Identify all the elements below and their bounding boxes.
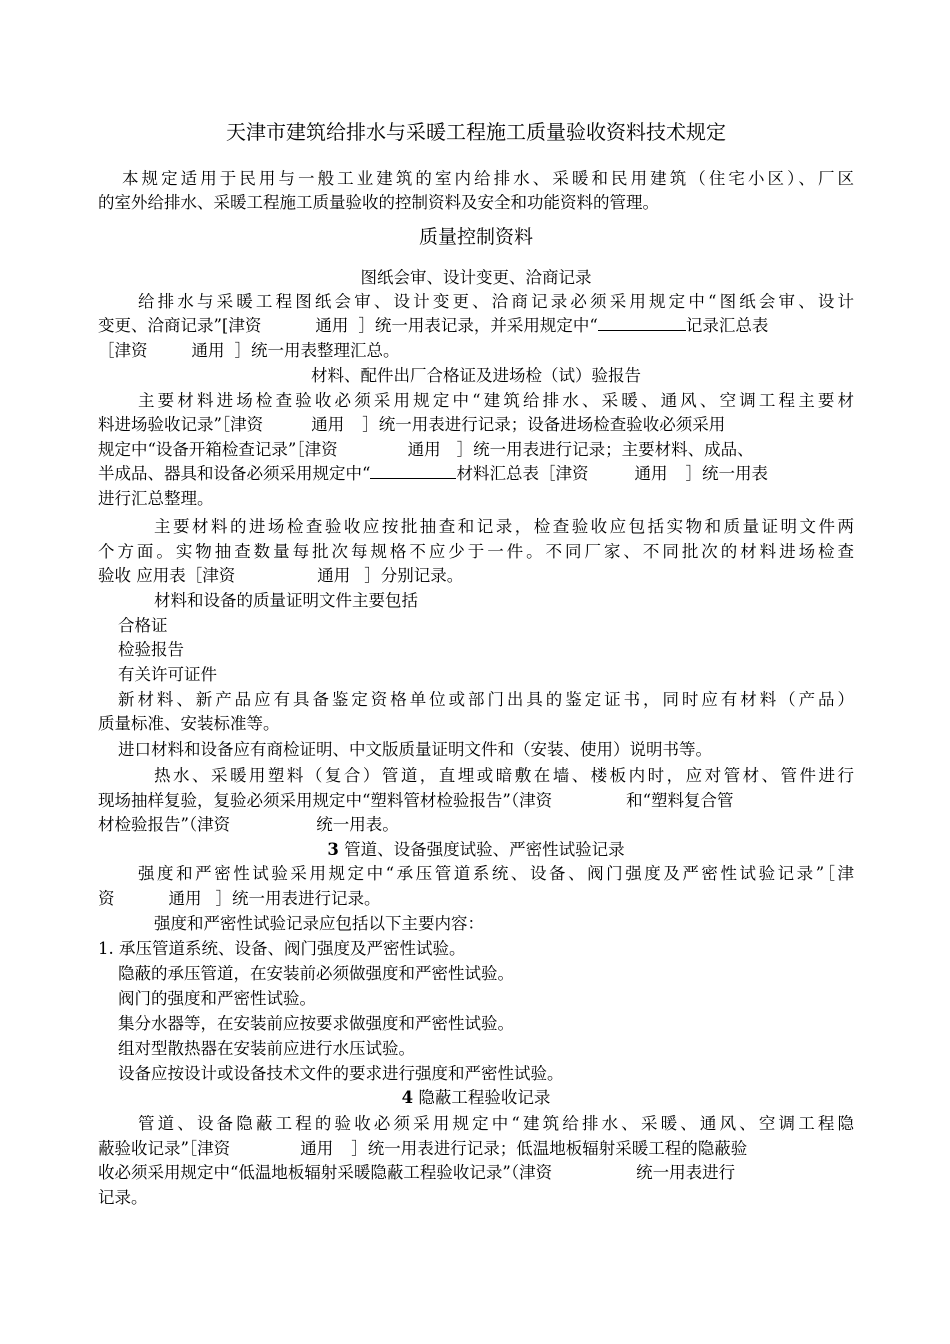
text-run: 蔽验收记录”［津资: [98, 1139, 231, 1158]
section-heading: 图纸会审、设计变更、洽商记录: [360, 268, 592, 287]
text-run: 资: [98, 889, 115, 908]
text-run: 通用: [300, 1139, 334, 1158]
text-run: ］统一用表进行记录。: [215, 889, 381, 908]
text-run: ］统一用表: [685, 464, 768, 483]
text-run: 通用: [311, 415, 345, 434]
text-run: 记录汇总表: [685, 316, 769, 335]
text-run: 隐蔽工程验收记录: [418, 1088, 551, 1107]
text-run: 规定中“设备开箱检查记录”［津资: [98, 440, 338, 459]
text-run: 管道、设备强度试验、严密性试验记录: [344, 840, 625, 859]
text-run: 材检验报告”（津资: [98, 815, 231, 834]
list-intro: 强度和严密性试验记录应包括以下主要内容：: [154, 914, 484, 933]
section-title: 质量控制资料: [418, 226, 533, 248]
text-run: ］统一用表记录，并采用规定中“: [358, 316, 598, 335]
paragraph-line: 主要材料进场检查验收必须采用规定中“建筑给排水、采暖、通风、空调工程主要材: [138, 391, 854, 410]
document-title: 天津市建筑给排水与采暖工程施工质量验收资料技术规定: [226, 120, 726, 144]
list-item: 进口材料和设备应有商检证明、中文版质量证明文件和（安装、使用）说明书等。: [118, 740, 712, 759]
paragraph-line: [98, 887, 854, 911]
text-run: ］统一用表整理汇总。: [234, 341, 400, 360]
paragraph-line: [98, 1161, 854, 1185]
list-item: 组对型散热器在安装前应进行水压试验。: [118, 1039, 415, 1058]
paragraph-line: 进行汇总整理。: [98, 489, 214, 508]
text-run: 收必须采用规定中“低温地板辐射采暖隐蔽工程验收记录”（津资: [98, 1163, 553, 1182]
section-number: 3: [327, 840, 339, 859]
paragraph-line: [98, 339, 854, 363]
list-item: 新材料、新产品应有具备鉴定资格单位或部门出具的鉴定证书，同时应有材料（产品）: [118, 690, 854, 709]
blank-underline: [598, 316, 686, 331]
paragraph-line: [98, 314, 854, 338]
text-run: 和“塑料复合管: [626, 791, 734, 810]
paragraph-line: 热水、采暖用塑料（复合）管道，直埋或暗敷在墙、楼板内时，应对管材、管件进行: [154, 766, 854, 785]
text-run: 材料汇总表［津资: [456, 464, 589, 483]
intro-line: 本规定适用于民用与一般工业建筑的室内给排水、采暖和民用建筑（住宅小区）、厂区: [122, 169, 854, 188]
text-run: 通用: [317, 566, 351, 585]
text-run: ］统一用表进行记录；低温地板辐射采暖工程的隐蔽验: [351, 1139, 748, 1158]
paragraph-line: 个方面。实物抽查数量每批次每规格不应少于一件。不同厂家、不同批次的材料进场检查: [98, 542, 854, 561]
text-run: 验收 应用表［津资: [98, 566, 236, 585]
text-run: 现场抽样复验，复验必须采用规定中“塑料管材检验报告”（津资: [98, 791, 553, 810]
list-item: 隐蔽的承压管道，在安装前必须做强度和严密性试验。: [118, 964, 514, 983]
text-run: 通用: [315, 316, 349, 335]
text-run: 通用: [407, 440, 441, 459]
list-item: 1. 承压管道系统、设备、阀门强度及严密性试验。: [98, 939, 466, 958]
text-run: 通用: [634, 464, 668, 483]
paragraph-line: 给排水与采暖工程图纸会审、设计变更、洽商记录必须采用规定中“图纸会审、设计: [138, 292, 854, 311]
intro-line: 的室外给排水、采暖工程施工质量验收的控制资料及安全和功能资料的管理。: [98, 193, 659, 212]
paragraph-line: [98, 789, 854, 813]
text-run: 变更、洽商记录”[津资: [98, 316, 262, 335]
list-item: 集分水器等，在安装前应按要求做强度和严密性试验。: [118, 1014, 514, 1033]
list-item: 质量标准、安装标准等。: [98, 714, 280, 733]
blank-underline: [370, 464, 456, 479]
text-run: ］统一用表进行记录；设备进场检查验收必须采用: [362, 415, 726, 434]
text-run: ］统一用表进行记录；主要材料、成品、: [456, 440, 754, 459]
list-item: 合格证: [118, 616, 168, 635]
text-run: ］分别记录。: [364, 566, 464, 585]
section-heading: 材料、配件出厂合格证及进场检（试）验报告: [311, 366, 641, 385]
paragraph-line: [98, 813, 854, 837]
paragraph-line: [98, 462, 854, 486]
paragraph-line: 记录。: [98, 1188, 148, 1207]
paragraph-line: [98, 413, 854, 437]
text-run: 通用: [191, 341, 225, 360]
text-run: 统一用表。: [316, 815, 399, 834]
text-run: 通用: [168, 889, 202, 908]
paragraph-line: [98, 564, 854, 588]
section-heading: [98, 1086, 854, 1110]
section-heading: [98, 838, 854, 862]
text-run: 统一用表进行: [636, 1163, 736, 1182]
list-intro: 材料和设备的质量证明文件主要包括: [154, 591, 418, 610]
list-item: 阀门的强度和严密性试验。: [118, 989, 316, 1008]
paragraph-line: 强度和严密性试验采用规定中“承压管道系统、设备、阀门强度及严密性试验记录”［津: [138, 864, 854, 883]
list-item: 检验报告: [118, 640, 184, 659]
text-run: 半成品、器具和设备必须采用规定中“: [98, 464, 371, 483]
list-item: 设备应按设计或设备技术文件的要求进行强度和严密性试验。: [118, 1064, 564, 1083]
paragraph-line: [98, 1137, 854, 1161]
paragraph-line: 管道、设备隐蔽工程的验收必须采用规定中“建筑给排水、采暖、通风、空调工程隐: [138, 1114, 854, 1133]
paragraph-line: [98, 438, 854, 462]
list-item: 有关许可证件: [118, 665, 217, 684]
text-run: ［津资: [98, 341, 148, 360]
section-number: 4: [401, 1088, 414, 1107]
text-run: 料进场验收记录”［津资: [98, 415, 264, 434]
paragraph-line: 主要材料的进场检查验收应按批抽查和记录，检查验收应包括实物和质量证明文件两: [154, 517, 854, 536]
